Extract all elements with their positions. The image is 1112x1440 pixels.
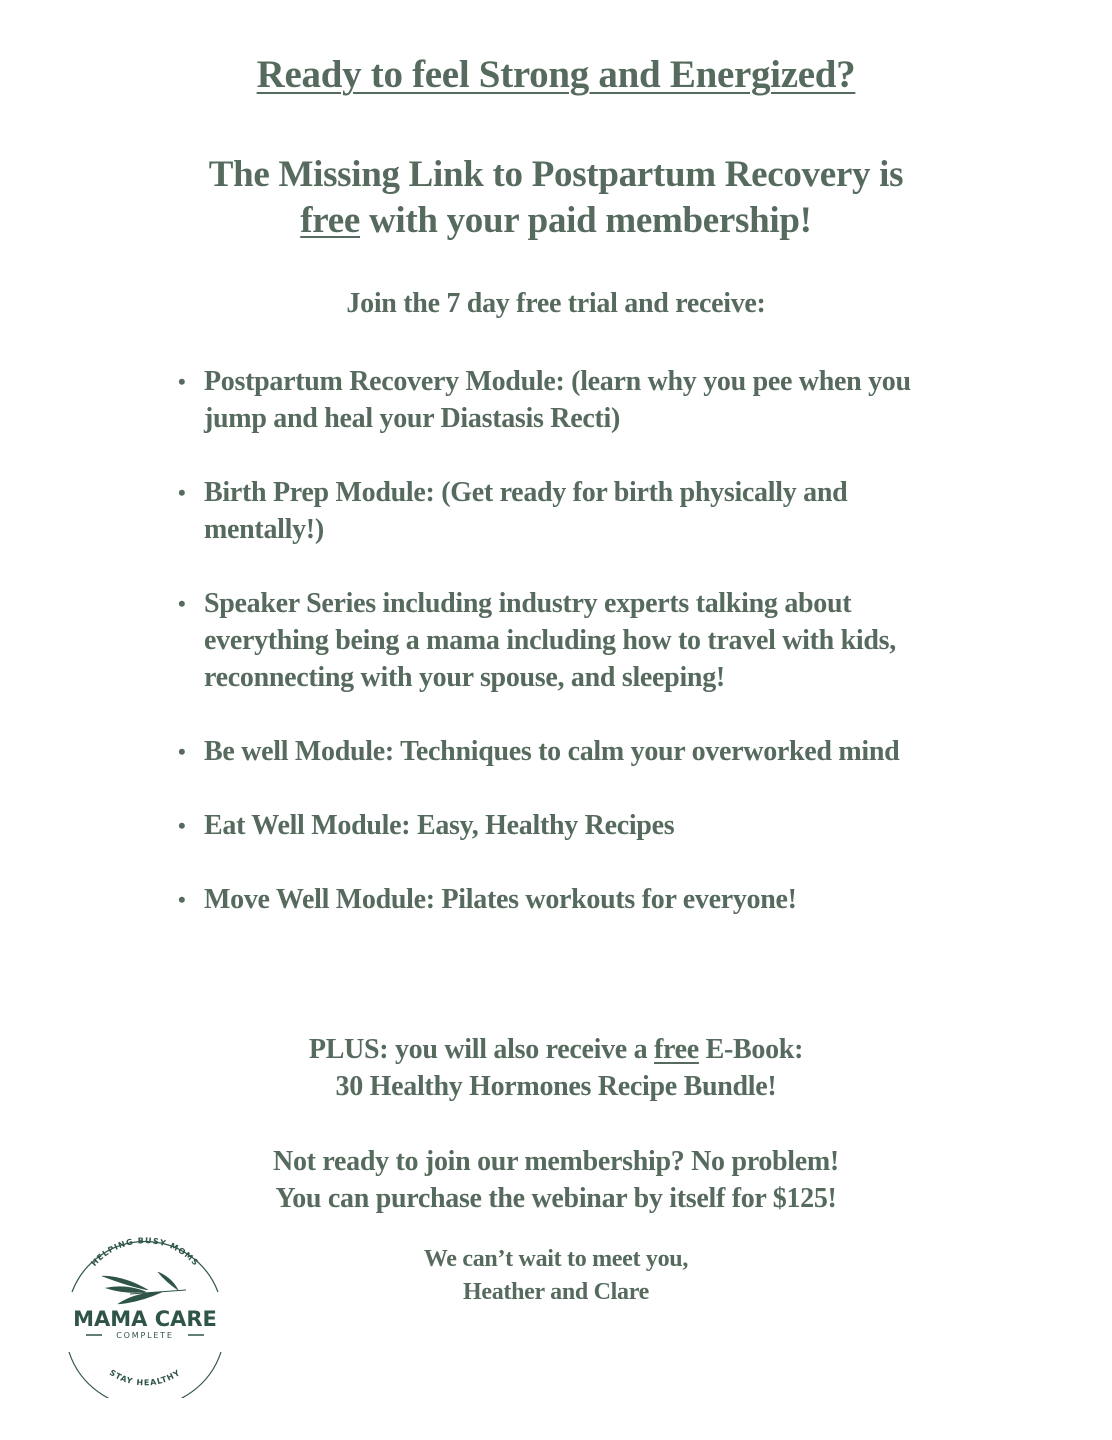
- subtitle-line-2: [0, 198, 1112, 244]
- logo-bottom-arc-text: STAY HEALTHY: [107, 1367, 183, 1388]
- benefit-item: [178, 733, 964, 770]
- benefit-text: Be well Module: Techniques to calm your overworked mind: [204, 736, 900, 767]
- plus-suffix: E-Book:: [698, 1034, 804, 1065]
- bottom-ring-arc: [69, 1352, 221, 1398]
- free-emphasis: free: [300, 200, 360, 241]
- bullet-icon: •: [178, 813, 186, 838]
- plus-prefix: PLUS: you will also receive a: [308, 1034, 655, 1065]
- logo-brand-name: MAMA CARE: [73, 1307, 217, 1331]
- benefit-text: Birth Prep Module: (Get ready for birth physically and mentally!): [204, 477, 848, 545]
- benefit-text: Move Well Module: Pilates workouts for everyone!: [204, 884, 797, 915]
- benefit-item: [178, 474, 964, 548]
- free-emphasis: free: [654, 1034, 699, 1065]
- benefits-list: [178, 363, 964, 955]
- benefit-text: Eat Well Module: Easy, Healthy Recipes: [204, 810, 675, 841]
- benefit-item: [178, 807, 964, 844]
- trial-intro: Join the 7 day free trial and receive:: [346, 288, 766, 319]
- benefit-item: [178, 585, 964, 696]
- benefit-text: Speaker Series including industry experts talking about everything being a mama including how to travel with kids, reconnecting with your spouse, and sleeping!: [204, 588, 896, 693]
- plus-line-1: [0, 1031, 1112, 1068]
- bullet-icon: •: [178, 591, 186, 616]
- plus-line-2: 30 Healthy Hormones Recipe Bundle!: [335, 1071, 777, 1102]
- signoff-names: Heather and Clare: [463, 1279, 649, 1305]
- bullet-icon: •: [178, 887, 186, 912]
- signoff-line-1: We can’t wait to meet you,: [423, 1246, 689, 1272]
- benefit-item: [178, 363, 964, 437]
- bullet-icon: •: [178, 480, 186, 505]
- subtitle-line-2-rest: with your paid membership!: [360, 200, 812, 241]
- flyer-subtitle: [0, 152, 1112, 244]
- bullet-icon: •: [178, 369, 186, 394]
- bullet-icon: •: [178, 739, 186, 764]
- leaf-branch-icon: [102, 1272, 186, 1304]
- benefit-item: [178, 881, 964, 918]
- logo-brand-sub: COMPLETE: [116, 1331, 174, 1340]
- logo-top-arc-text: HELPING BUSY MOMS: [89, 1236, 201, 1268]
- top-ring-arc: [72, 1241, 218, 1292]
- flyer-title: Ready to feel Strong and Energized?: [256, 53, 856, 96]
- benefit-text: Postpartum Recovery Module: (learn why you pee when you jump and heal your Diastasis Recti): [204, 366, 911, 434]
- webinar-line-2: You can purchase the webinar by itself for $125!: [275, 1183, 837, 1214]
- plus-ebook-offer: [0, 1031, 1112, 1105]
- subtitle-line-1: The Missing Link to Postpartum Recovery is: [208, 154, 904, 195]
- webinar-line-1: Not ready to join our membership? No problem!: [273, 1146, 839, 1177]
- mama-care-logo: [62, 1232, 228, 1398]
- webinar-offer: [0, 1143, 1112, 1217]
